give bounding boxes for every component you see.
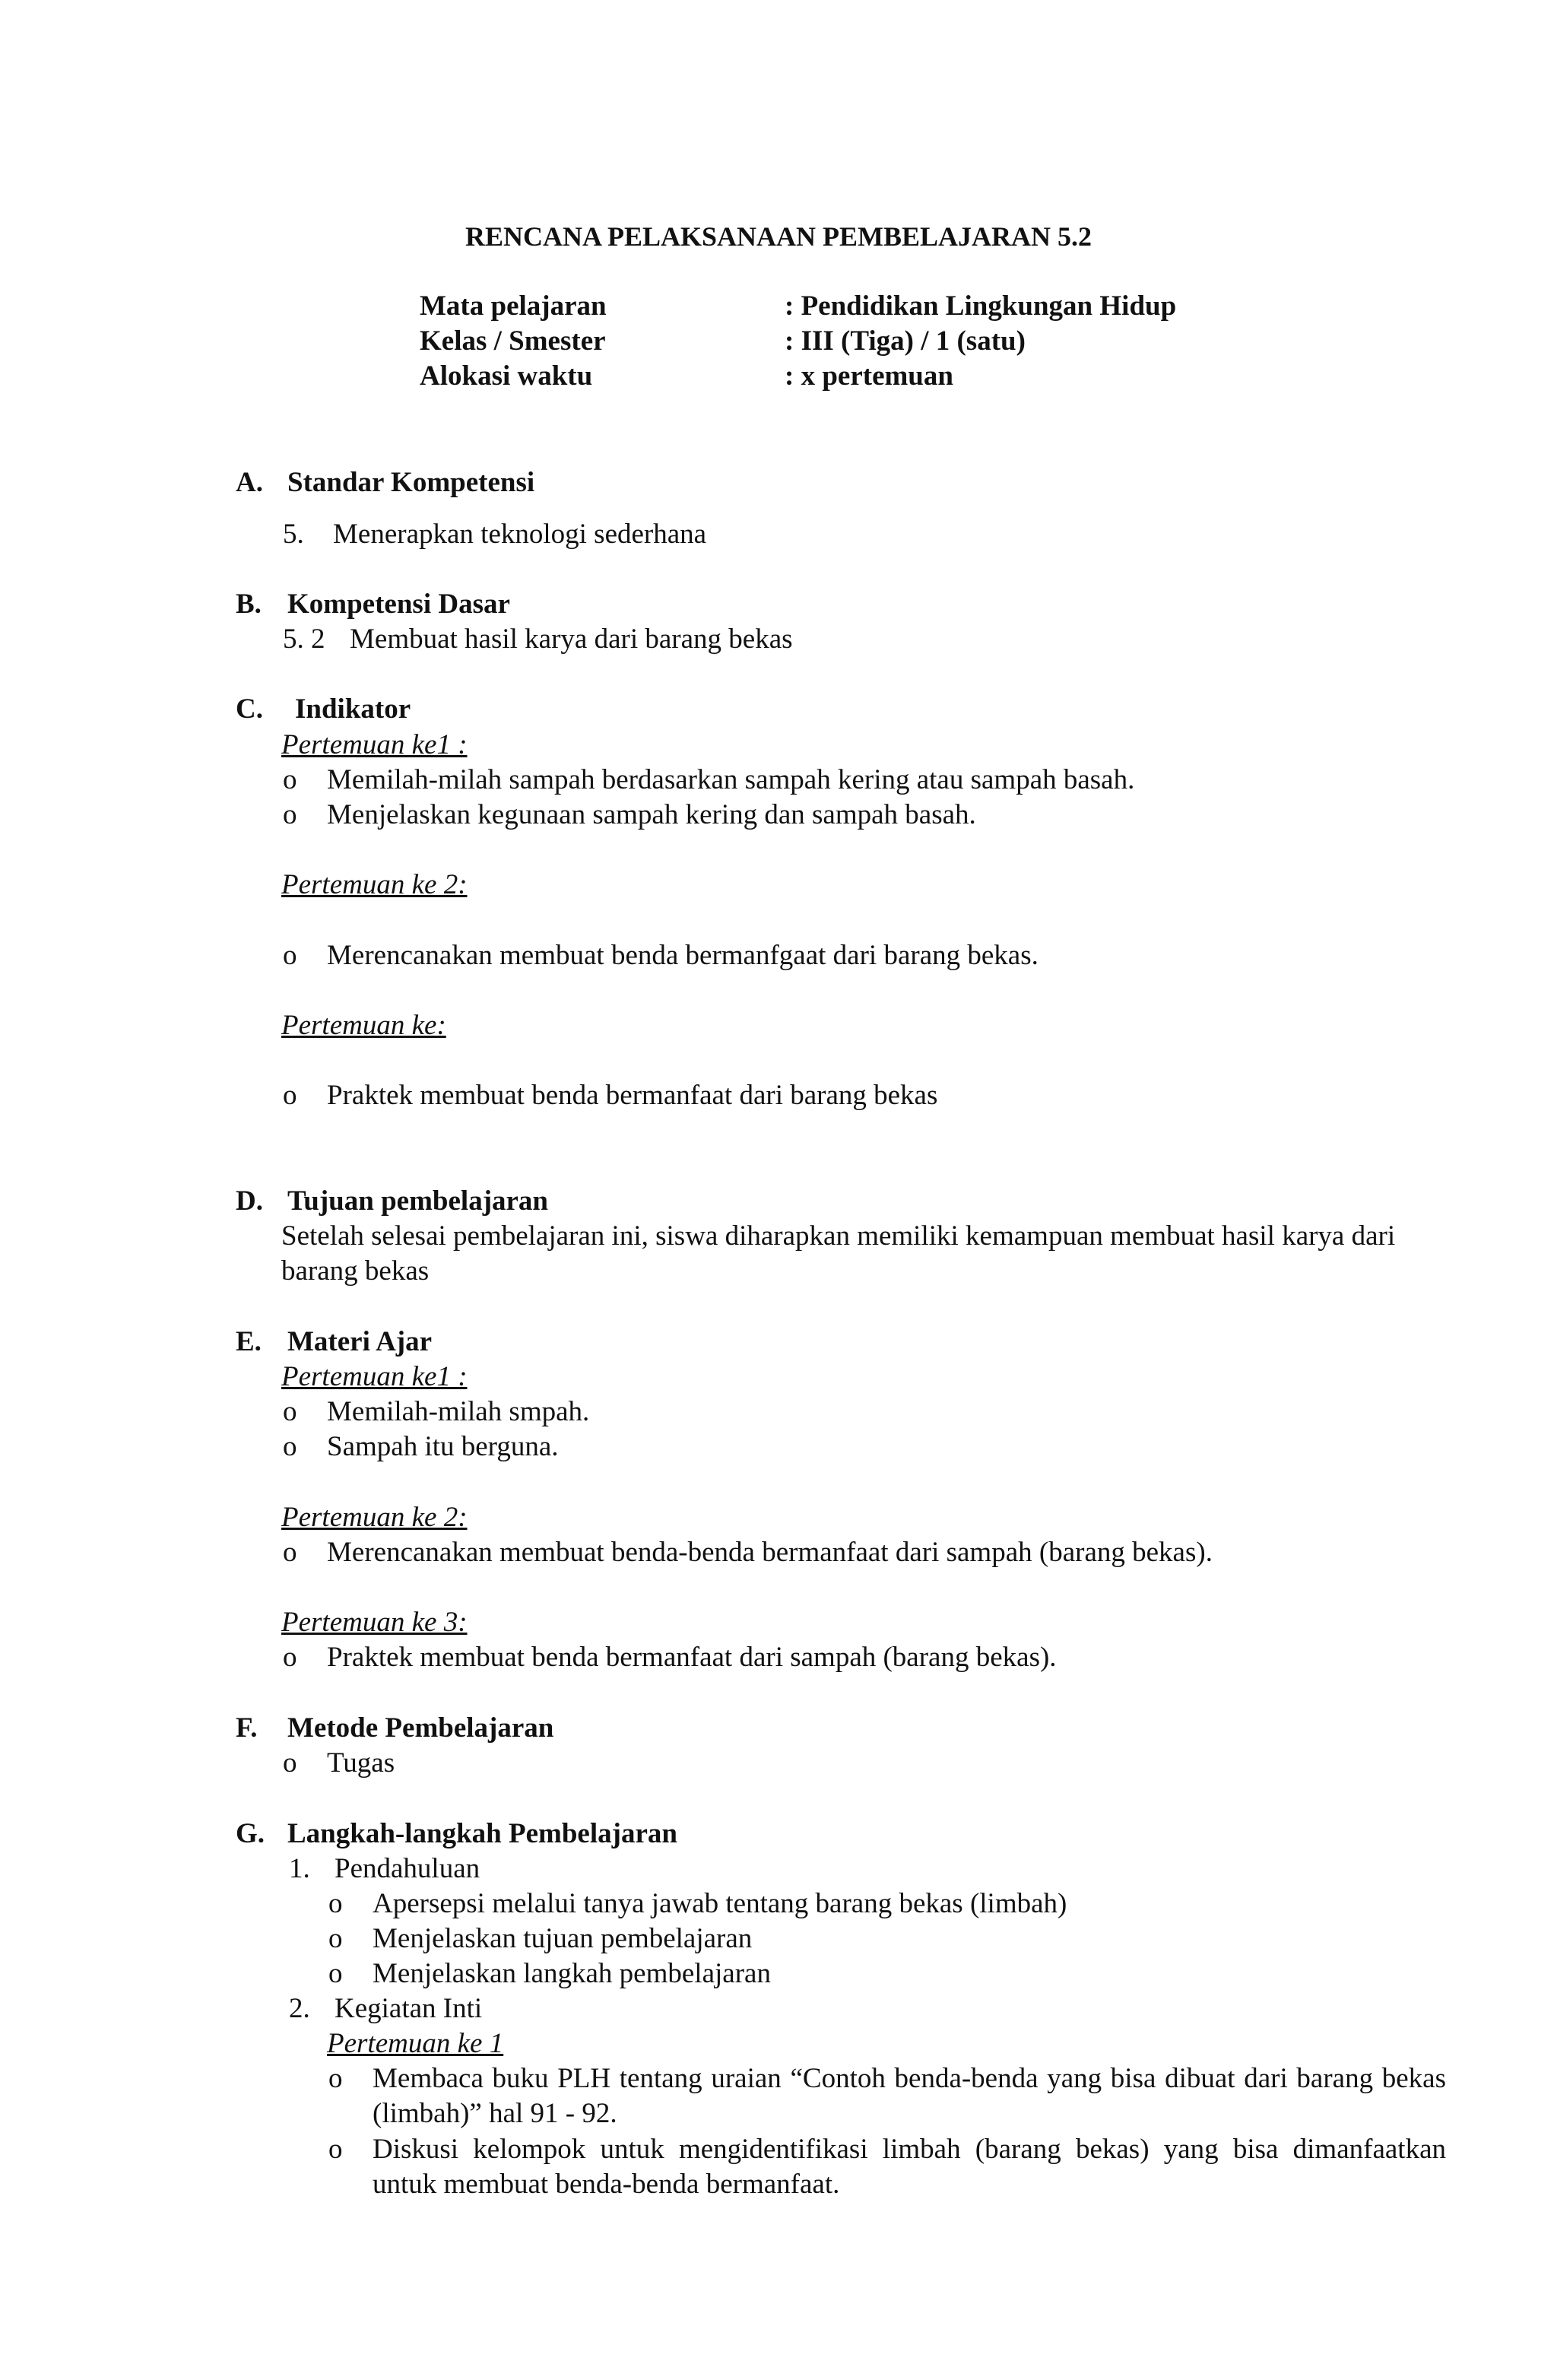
meta-value: : x pertemuan — [785, 360, 953, 392]
section-b-text: Membuat hasil karya dari barang bekas — [350, 624, 793, 655]
section-letter: F. — [236, 1712, 258, 1744]
bullet-icon: o — [328, 1958, 343, 1989]
section-a-heading — [236, 465, 534, 500]
bullet-icon: o — [283, 799, 297, 830]
meta-value: : III (Tiga) / 1 (satu) — [785, 325, 1026, 357]
list-item: Sampah itu berguna. — [327, 1431, 559, 1462]
section-a-number: 5. — [283, 519, 304, 550]
section-g-heading — [236, 1817, 677, 1852]
bullet-icon: o — [283, 1396, 297, 1427]
section-title: Standar Kompetensi — [287, 467, 535, 498]
bullet-icon: o — [328, 1888, 343, 1919]
list-item: Merencanakan membuat benda-benda bermanfaat dari sampah (barang bekas). — [327, 1537, 1213, 1568]
list-item: Menjelaskan kegunaan sampah kering dan sampah basah. — [327, 799, 976, 830]
subheading-meeting-1: Pertemuan ke 1 — [327, 2028, 504, 2059]
section-title: Metode Pembelajaran — [287, 1712, 554, 1744]
list-item: Memilah-milah smpah. — [327, 1396, 590, 1427]
section-title: Materi Ajar — [287, 1326, 433, 1357]
section-f-heading — [236, 1711, 553, 1746]
list-item: Praktek membuat benda bermanfaat dari barang bekas — [327, 1080, 938, 1111]
step-label: Kegiatan Inti — [335, 1993, 483, 2024]
bullet-icon: o — [283, 1431, 297, 1462]
section-d-heading — [236, 1184, 548, 1219]
section-title: Indikator — [295, 693, 411, 725]
section-letter: E. — [236, 1326, 262, 1357]
bullet-icon: o — [283, 940, 297, 971]
subheading-meeting-3: Pertemuan ke 3: — [281, 1607, 468, 1638]
bullet-icon: o — [328, 1923, 343, 1954]
list-item: Memilah-milah sampah berdasarkan sampah kering atau sampah basah. — [327, 764, 1135, 795]
list-item: Apersepsi melalui tanya jawab tentang barang bekas (limbah) — [373, 1888, 1067, 1919]
section-d-text: Setelah selesai pembelajaran ini, siswa diharapkan memiliki kemampuan membuat hasil karya dari barang bekas — [281, 1220, 1396, 1287]
section-letter: C. — [236, 693, 263, 725]
section-title: Langkah-langkah Pembelajaran — [287, 1818, 677, 1849]
bullet-icon: o — [283, 1642, 297, 1673]
bullet-icon: o — [283, 1747, 297, 1779]
subheading-meeting-1: Pertemuan ke1 : — [281, 1361, 468, 1392]
meta-row-time — [420, 359, 1176, 394]
meta-value: : Pendidikan Lingkungan Hidup — [785, 290, 1177, 322]
meta-label: Mata pelajaran — [420, 290, 607, 322]
meta-label: Kelas / Smester — [420, 325, 606, 357]
bullet-icon: o — [283, 764, 297, 795]
meta-row-subject — [420, 289, 1176, 324]
list-item: Tugas — [327, 1747, 395, 1779]
section-b-number: 5. 2 — [283, 624, 325, 655]
section-letter: A. — [236, 467, 263, 498]
section-letter: B. — [236, 589, 262, 620]
section-letter: G. — [236, 1818, 265, 1849]
list-item: Diskusi kelompok untuk mengidentifikasi limbah (barang bekas) yang bisa dimanfaatkan untuk membuat benda-benda bermanfaat. — [373, 2134, 1446, 2200]
step-label: Pendahuluan — [335, 1853, 480, 1884]
section-a-text: Menerapkan teknologi sederhana — [333, 519, 707, 550]
meta-row-class — [420, 324, 1176, 359]
section-title: Kompetensi Dasar — [287, 589, 510, 620]
step-number: 1. — [289, 1853, 310, 1884]
section-c-heading — [236, 692, 411, 727]
bullet-icon: o — [283, 1080, 297, 1111]
section-b-heading — [236, 587, 510, 622]
list-item: Praktek membuat benda bermanfaat dari sampah (barang bekas). — [327, 1642, 1057, 1673]
section-e-heading — [236, 1325, 432, 1360]
section-title: Tujuan pembelajaran — [287, 1185, 549, 1217]
bullet-icon: o — [328, 2063, 343, 2094]
subheading-meeting-2: Pertemuan ke 2: — [281, 1502, 468, 1533]
subheading-meeting-2: Pertemuan ke 2: — [281, 869, 468, 900]
meta-block — [420, 289, 1176, 394]
document-title: RENCANA PELAKSANAAN PEMBELAJARAN 5.2 — [465, 221, 1092, 252]
subheading-meeting-1: Pertemuan ke1 : — [281, 729, 468, 760]
list-item: Menjelaskan tujuan pembelajaran — [373, 1923, 753, 1954]
list-item: Membaca buku PLH tentang uraian “Contoh benda-benda yang bisa dibuat dari barang bekas (limbah)” hal 91 - 92. — [373, 2063, 1446, 2129]
section-letter: D. — [236, 1185, 263, 1217]
subheading-meeting-3: Pertemuan ke: — [281, 1010, 446, 1041]
list-item: Menjelaskan langkah pembelajaran — [373, 1958, 771, 1989]
step-number: 2. — [289, 1993, 310, 2024]
bullet-icon: o — [283, 1537, 297, 1568]
list-item: Merencanakan membuat benda bermanfgaat dari barang bekas. — [327, 940, 1039, 971]
meta-label: Alokasi waktu — [420, 360, 593, 392]
bullet-icon: o — [328, 2134, 343, 2165]
